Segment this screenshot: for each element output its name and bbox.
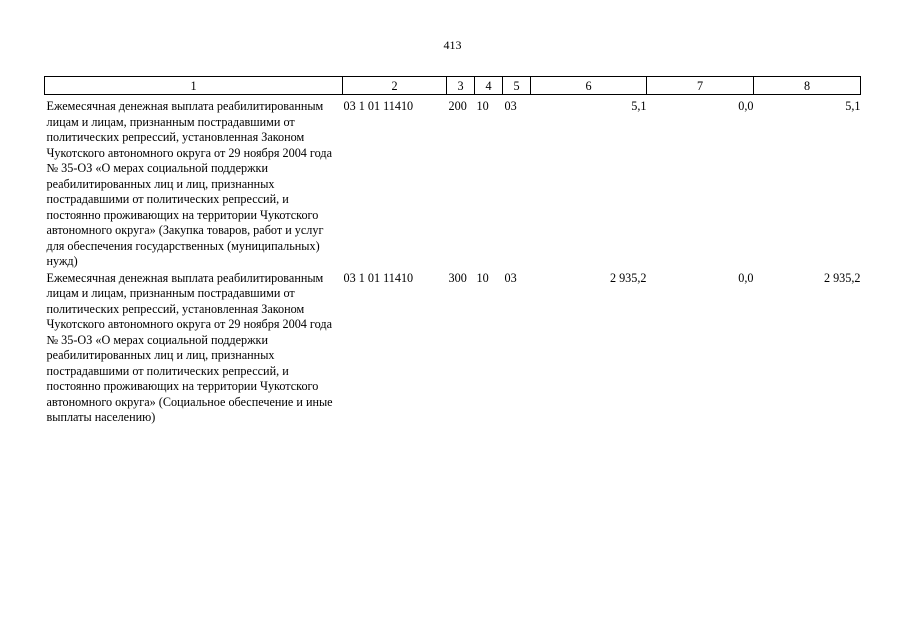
row-amount-7: 0,0 (738, 99, 754, 113)
row-section: 10 (476, 99, 489, 113)
column-header-5: 5 (503, 77, 531, 95)
table-row (45, 270, 861, 426)
row-amount-8: 2 935,2 (823, 270, 861, 285)
column-header-6: 6 (531, 77, 647, 95)
column-header-7: 7 (647, 77, 754, 95)
column-header-8: 8 (754, 77, 861, 95)
page-number: 413 (443, 38, 462, 52)
row-amount-7: 0,0 (738, 270, 754, 285)
row-target-code: 03 1 01 11410 (343, 99, 414, 113)
row-target-code: 03 1 01 11410 (343, 270, 414, 285)
row-subsection: 03 (504, 270, 517, 285)
row-section: 10 (476, 270, 489, 285)
row-amount-6: 5,1 (631, 99, 647, 113)
column-header-3: 3 (447, 77, 475, 95)
row-amount-6: 2 935,2 (609, 270, 647, 285)
table-header-row (45, 77, 861, 95)
row-subsection: 03 (504, 99, 517, 113)
row-expense-type: 300 (448, 270, 467, 285)
budget-table (44, 76, 861, 426)
column-header-1: 1 (45, 77, 343, 95)
row-amount-8: 5,1 (845, 99, 861, 113)
column-header-2: 2 (343, 77, 447, 95)
row-expense-type: 200 (448, 99, 467, 113)
table-row (45, 95, 861, 270)
row-description: Ежемесячная денежная выплата реабилитированным лицам и лицам, признанным пострадавшими от политических репрессий, установленная Законом Чукотского автономного округа от 29 ноября 2004 года № 35-ОЗ «О мерах социальной поддержки реабилитированных лиц и лиц, признанных пострадавшими от политических репрессий, и постоянно проживающих на территории Чукотского автономного округа» (Закупка товаров, работ и услуг для обеспечения государственных (муниципальных) нужд) (46, 99, 332, 268)
row-description: Ежемесячная денежная выплата реабилитированным лицам и лицам, признанным пострадавшими от политических репрессий, установленная Законом Чукотского автономного округа от 29 ноября 2004 года № 35-ОЗ «О мерах социальной поддержки реабилитированных лиц и лиц, признанных пострадавшими от политических репрессий, и постоянно проживающих на территории Чукотского автономного округа» (Социальное обеспечение и иные выплаты населению) (46, 270, 333, 424)
column-header-4: 4 (475, 77, 503, 95)
